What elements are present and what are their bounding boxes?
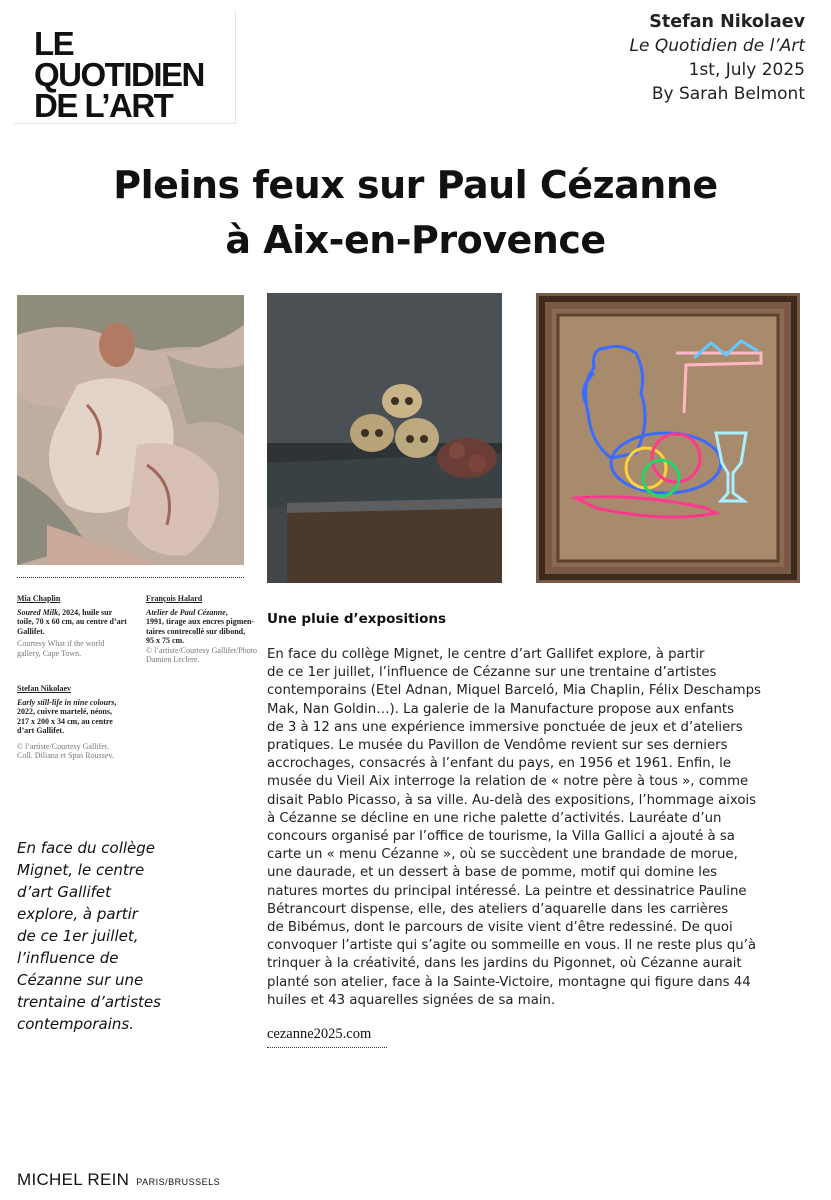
gallery-cities: PARIS/BRUSSELS xyxy=(136,1177,221,1187)
article-meta xyxy=(630,10,806,106)
photo-atelier-cezanne xyxy=(267,293,502,583)
title-line-1: Pleins feux sur Paul Cézanne xyxy=(113,163,718,207)
neon-still-life xyxy=(536,293,800,583)
neon-illustration xyxy=(536,293,800,583)
section-subhead: Une pluie d’expositions xyxy=(267,611,447,627)
logo-line-1: LE xyxy=(34,25,74,62)
publication-logo xyxy=(34,25,204,124)
gallery-footer xyxy=(17,1170,220,1190)
caption-work: Soured Milk, 2024, huile sur toile, 70 x 60 cm, au centre d’art Gallifet. xyxy=(17,607,127,636)
website-link[interactable]: cezanne2025.com xyxy=(267,1026,387,1048)
caption-artist: Mia Chaplin xyxy=(17,594,61,603)
caption-chaplin xyxy=(17,594,137,658)
article-title xyxy=(0,158,831,268)
photo-illustration xyxy=(267,293,502,583)
caption-artist: Stefan Nikolaev xyxy=(17,684,71,693)
author-name: Stefan Nikolaev xyxy=(649,12,805,32)
caption-nikolaev xyxy=(17,684,142,761)
title-line-2: à Aix-en-Provence xyxy=(225,218,606,262)
logo-box xyxy=(14,10,236,124)
caption-divider xyxy=(17,577,244,578)
publication-date: 1st, July 2025 xyxy=(688,60,805,80)
publication-name: Le Quotidien de l’Art xyxy=(629,36,805,56)
byline: By Sarah Belmont xyxy=(651,84,805,104)
pull-quote: En face du collège Mignet, le centre d’art Gallifet explore, à partir de ce 1er juillet, l’influence de Cézanne sur une trentaine d’artistes contemporains. xyxy=(17,839,161,1033)
gallery-name: MICHEL REIN xyxy=(17,1170,130,1189)
caption-artist: François Halard xyxy=(146,594,203,603)
logo-line-2: QUOTIDIEN xyxy=(34,56,204,93)
caption-work-title: Soured Milk xyxy=(17,607,59,617)
caption-halard xyxy=(146,594,261,665)
caption-credit: Courtesy What if the world gallery, Cape Town. xyxy=(17,639,105,658)
caption-work-title: Early still-life in nine colours xyxy=(17,697,115,707)
caption-credit: © l’artiste/Courtesy Gallifet. Coll. Diliana et Spas Roussev. xyxy=(17,741,114,760)
article-body: En face du collège Mignet, le centre d’art Gallifet explore, à partir de ce 1er juillet, l’influence de Cézanne sur une trentaine d’artistes contemporains (Etel Adnan, Miquel Barceló, Mia Chaplin, Félix Deschamps Mak, Nan Goldin…). La galerie de la Manufacture propose aux enfants de 3 à 12 ans une expérience immersive ponctuée de jeux et d’ateliers pratiques. Le musée du Pavillon de Vendôme revient sur ses derniers accrochages, consacrés à l’enfant du pays, en 1956 et 1961. Enfin, le musée du Vieil Aix interroge la relation de « notre père à tous », comme disait Pablo Picasso, à sa ville. Au-delà des expositions, l’hommage aixois à Cézanne se décline en une riche palette d’activités. Lauréate d’un concours organisé par l’office de tourisme, la Villa Gallici a ajouté à sa carte un « menu Cézanne », où se succèdent une brandade de morue, une daurade, et un dessert à base de pomme, motif qui domine les natures mortes du principal intéressé. La peintre et dessinatrice Pauline Bétrancourt dispense, elle, des ateliers d’aquarelle dans les carrières de Bibémus, dont le parcours de visite vient d’être redessiné. De quoi convoquer l’artiste qui s’agite ou sommeille en vous. Il ne reste plus qu’à trinquer à la créativité, dans les jardins du Pigonnet, où Cézanne aurait planté son atelier, face à la Sainte-Victoire, montagne qui figure dans 44 huiles et 43 aquarelles signées de sa main. xyxy=(267,647,761,1008)
painting-soured-milk xyxy=(17,295,244,565)
caption-work: Atelier de Paul Cézanne, 1991, tirage aux encres pigmen- taires contrecollé sur dibond, 95 x 75 cm. xyxy=(146,607,255,645)
logo-line-3: DE L’ART xyxy=(34,87,173,124)
caption-credit: © l’artiste/Courtesy Gallifet/Photo Damien Leclere. xyxy=(146,645,257,664)
painting-illustration xyxy=(17,295,244,565)
caption-work: Early still-life in nine colours, 2022, cuivre martelé, néons, 217 x 200 x 34 cm, au centre d’art Gallifet. xyxy=(17,697,117,735)
caption-work-title: Atelier de Paul Cézanne xyxy=(146,607,226,617)
